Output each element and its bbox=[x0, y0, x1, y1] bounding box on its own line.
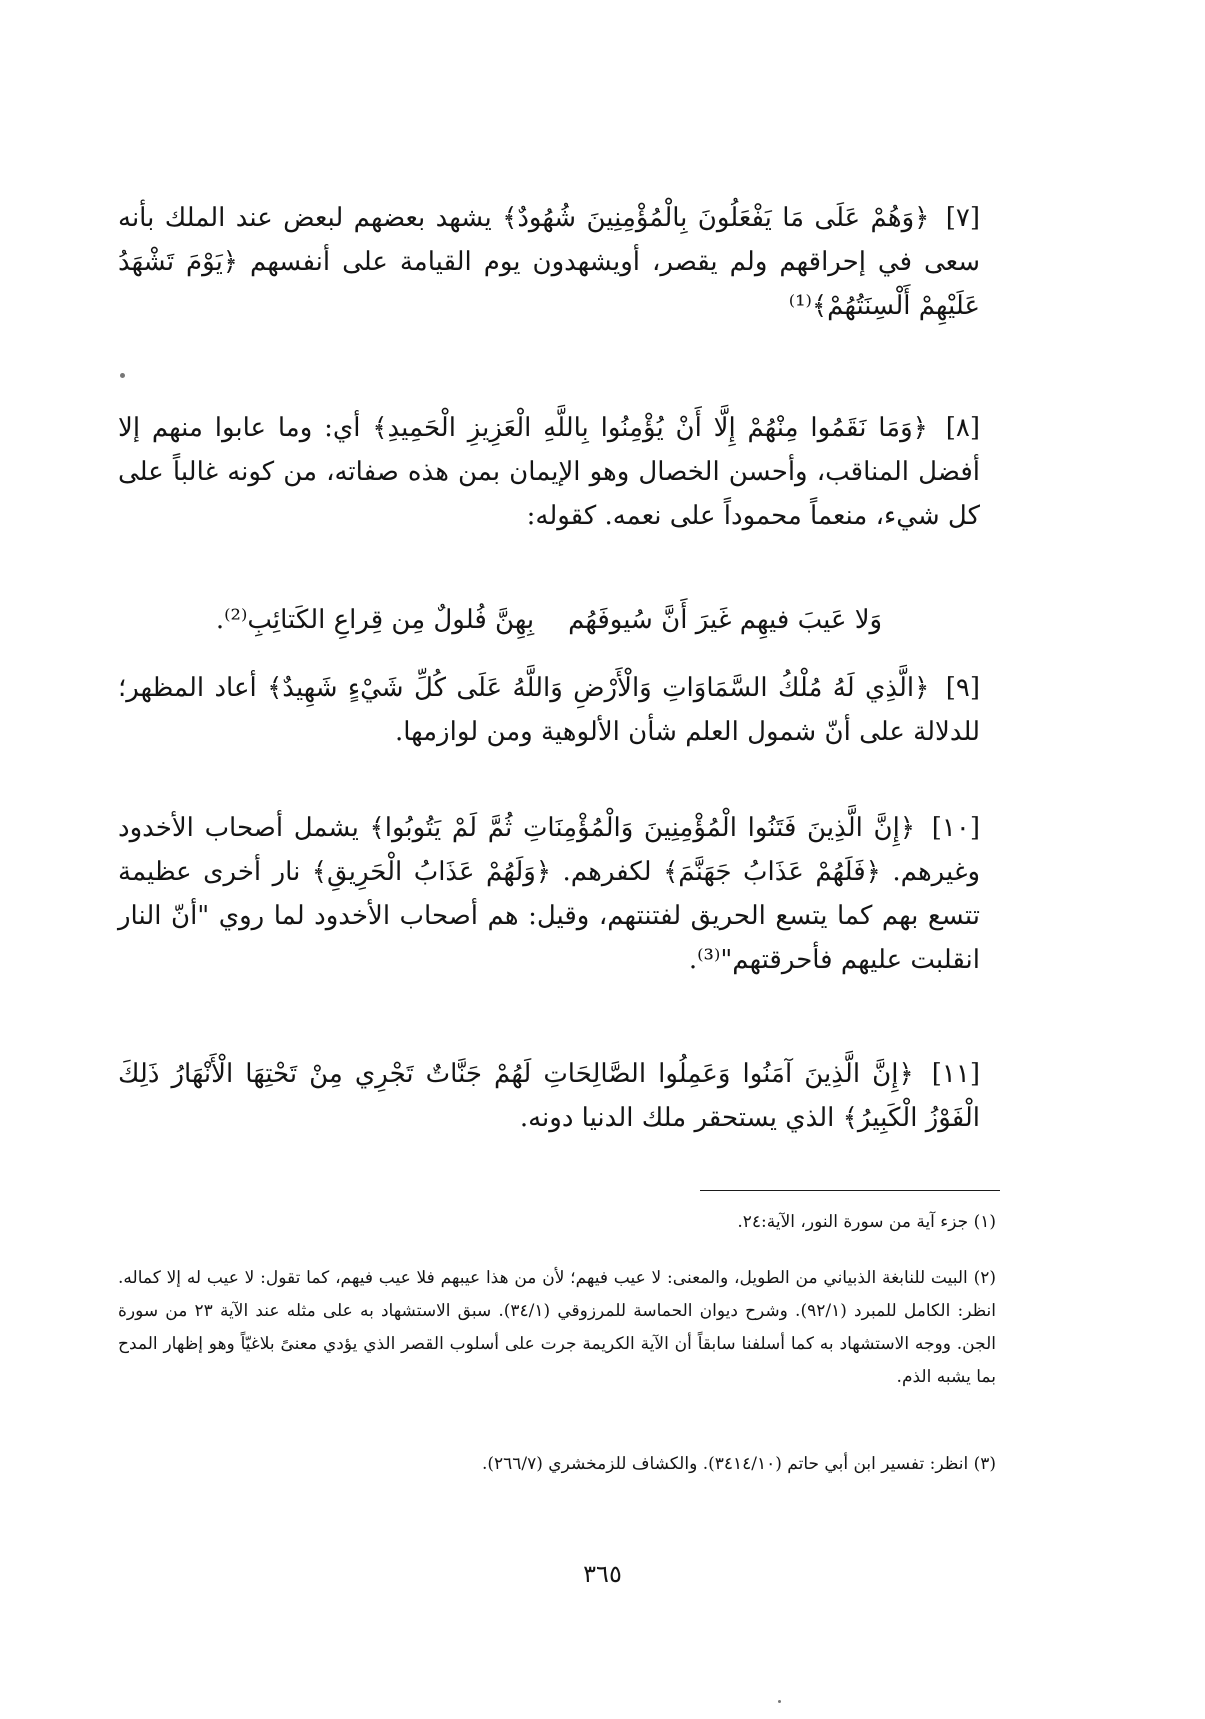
scan-speck bbox=[778, 1700, 781, 1703]
verse-number: [١٠] bbox=[931, 813, 981, 843]
poem-second-hemistich: بِهِنَّ فُلولٌ مِن قِراعِ الكَتائِبِ⁽²⁾. bbox=[215, 605, 535, 635]
verse-number: [٨] bbox=[945, 413, 980, 443]
poem-first-hemistich: وَلا عَيبَ فيهِم غَيرَ أَنَّ سُيوفَهُم bbox=[568, 605, 883, 635]
commentary-text: الذي يستحقر ملك الدنيا دونه. bbox=[519, 1103, 835, 1133]
scan-speck bbox=[120, 373, 125, 378]
quran-quote: ﴿إِنَّ الَّذِينَ آمَنُوا وَعَمِلُوا الصَّالِحَاتِ لَهُمْ جَنَّاتٌ تَجْرِي مِنْ تَحْتِهَا الْأَنْهَارُ ذَلِكَ الْفَوْزُ الْكَبِيرُ﴾ bbox=[118, 1059, 980, 1133]
commentary-text: يشمل أصحاب الأخدود وغيرهم. ﴿فَلَهُمْ عَذَابُ جَهَنَّمَ﴾ لكفرهم. ﴿وَلَهُمْ عَذَابُ الْحَرِيقِ﴾ نار أخرى عظيمة تتسع بهم كما يتسع الحريق لفتنتهم، وقيل: هم أصحاب الأخدود لما روي "أنّ النار انقلبت عليهم فأحرقتهم"⁽³⁾. bbox=[118, 813, 980, 975]
paragraph-verse-10 bbox=[118, 806, 980, 982]
quran-quote: ﴿وَمَا نَقَمُوا مِنْهُمْ إِلَّا أَنْ يُؤْمِنُوا بِاللَّهِ الْعَزِيزِ الْحَمِيدِ﴾ bbox=[372, 413, 928, 443]
quran-quote: ﴿إِنَّ الَّذِينَ فَتَنُوا الْمُؤْمِنِينَ وَالْمُؤْمِنَاتِ ثُمَّ لَمْ يَتُوبُوا﴾ bbox=[369, 813, 916, 843]
paragraph-verse-11 bbox=[118, 1052, 980, 1140]
verse-number: [٧] bbox=[945, 203, 981, 233]
quran-quote: ﴿وَهُمْ عَلَى مَا يَفْعَلُونَ بِالْمُؤْمِنِينَ شُهُودٌ﴾ bbox=[502, 203, 930, 233]
verse-number: [٩] bbox=[945, 673, 981, 703]
footnote-separator bbox=[700, 1190, 1000, 1191]
paragraph-verse-8 bbox=[118, 406, 980, 538]
commentary-text: يشهد بعضهم لبعض عند الملك بأنه سعى في إحراقهم ولم يقصر، أويشهدون يوم القيامة على أنفسهم ﴿يَوْمَ تَشْهَدُ عَلَيْهِمْ أَلْسِنَتُهُمْ﴾⁽¹⁾ bbox=[118, 203, 980, 321]
page-number: ٣٦٥ bbox=[583, 1560, 622, 1588]
quran-quote: ﴿الَّذِي لَهُ مُلْكُ السَّمَاوَاتِ وَالْأَرْضِ وَاللَّهُ عَلَى كُلِّ شَيْءٍ شَهِيدٌ﴾ bbox=[267, 673, 930, 703]
paragraph-verse-7 bbox=[118, 196, 980, 328]
commentary-text: أي: وما عابوا منهم إلا أفضل المناقب، وأحسن الخصال وهو الإيمان بمن هذه صفاته، من كونه غالباً على كل شيء، منعماً محموداً على نعمه. كقوله: bbox=[118, 413, 980, 531]
footnote-1: (١) جزء آية من سورة النور، الآية:٢٤. bbox=[737, 1212, 996, 1232]
footnote-2: (٢) البيت للنابغة الذبياني من الطويل، والمعنى: لا عيب فيهم؛ لأن من هذا عيبهم فلا عيب فيهم، كما تقول: لا عيب له إلا كماله. انظر: الكامل للمبرد (٩٢/١). وشرح ديوان الحماسة للمرزوقي (٣٤/١). سبق الاستشهاد به على مثله عند الآية ٢٣ من سورة الجن. ووجه الاستشهاد به كما أسلفنا سابقاً أن الآية الكريمة جرت على أسلوب القصر الذي يؤدي معنىً بلاغيّاً وهو إظهار المدح بما يشبه الذم. bbox=[118, 1268, 997, 1387]
paragraph-verse-9 bbox=[118, 666, 980, 754]
commentary-text: أعاد المظهر؛ للدلالة على أنّ شمول العلم شأن الألوهية ومن لوازمها. bbox=[118, 673, 980, 747]
footnote-3: (٣) انظر: تفسير ابن أبي حاتم (٣٤١٤/١٠). والكشاف للزمخشري (٢٦٦/٧). bbox=[481, 1454, 996, 1474]
verse-number: [١١] bbox=[931, 1059, 980, 1089]
poetry-verse bbox=[118, 600, 980, 640]
